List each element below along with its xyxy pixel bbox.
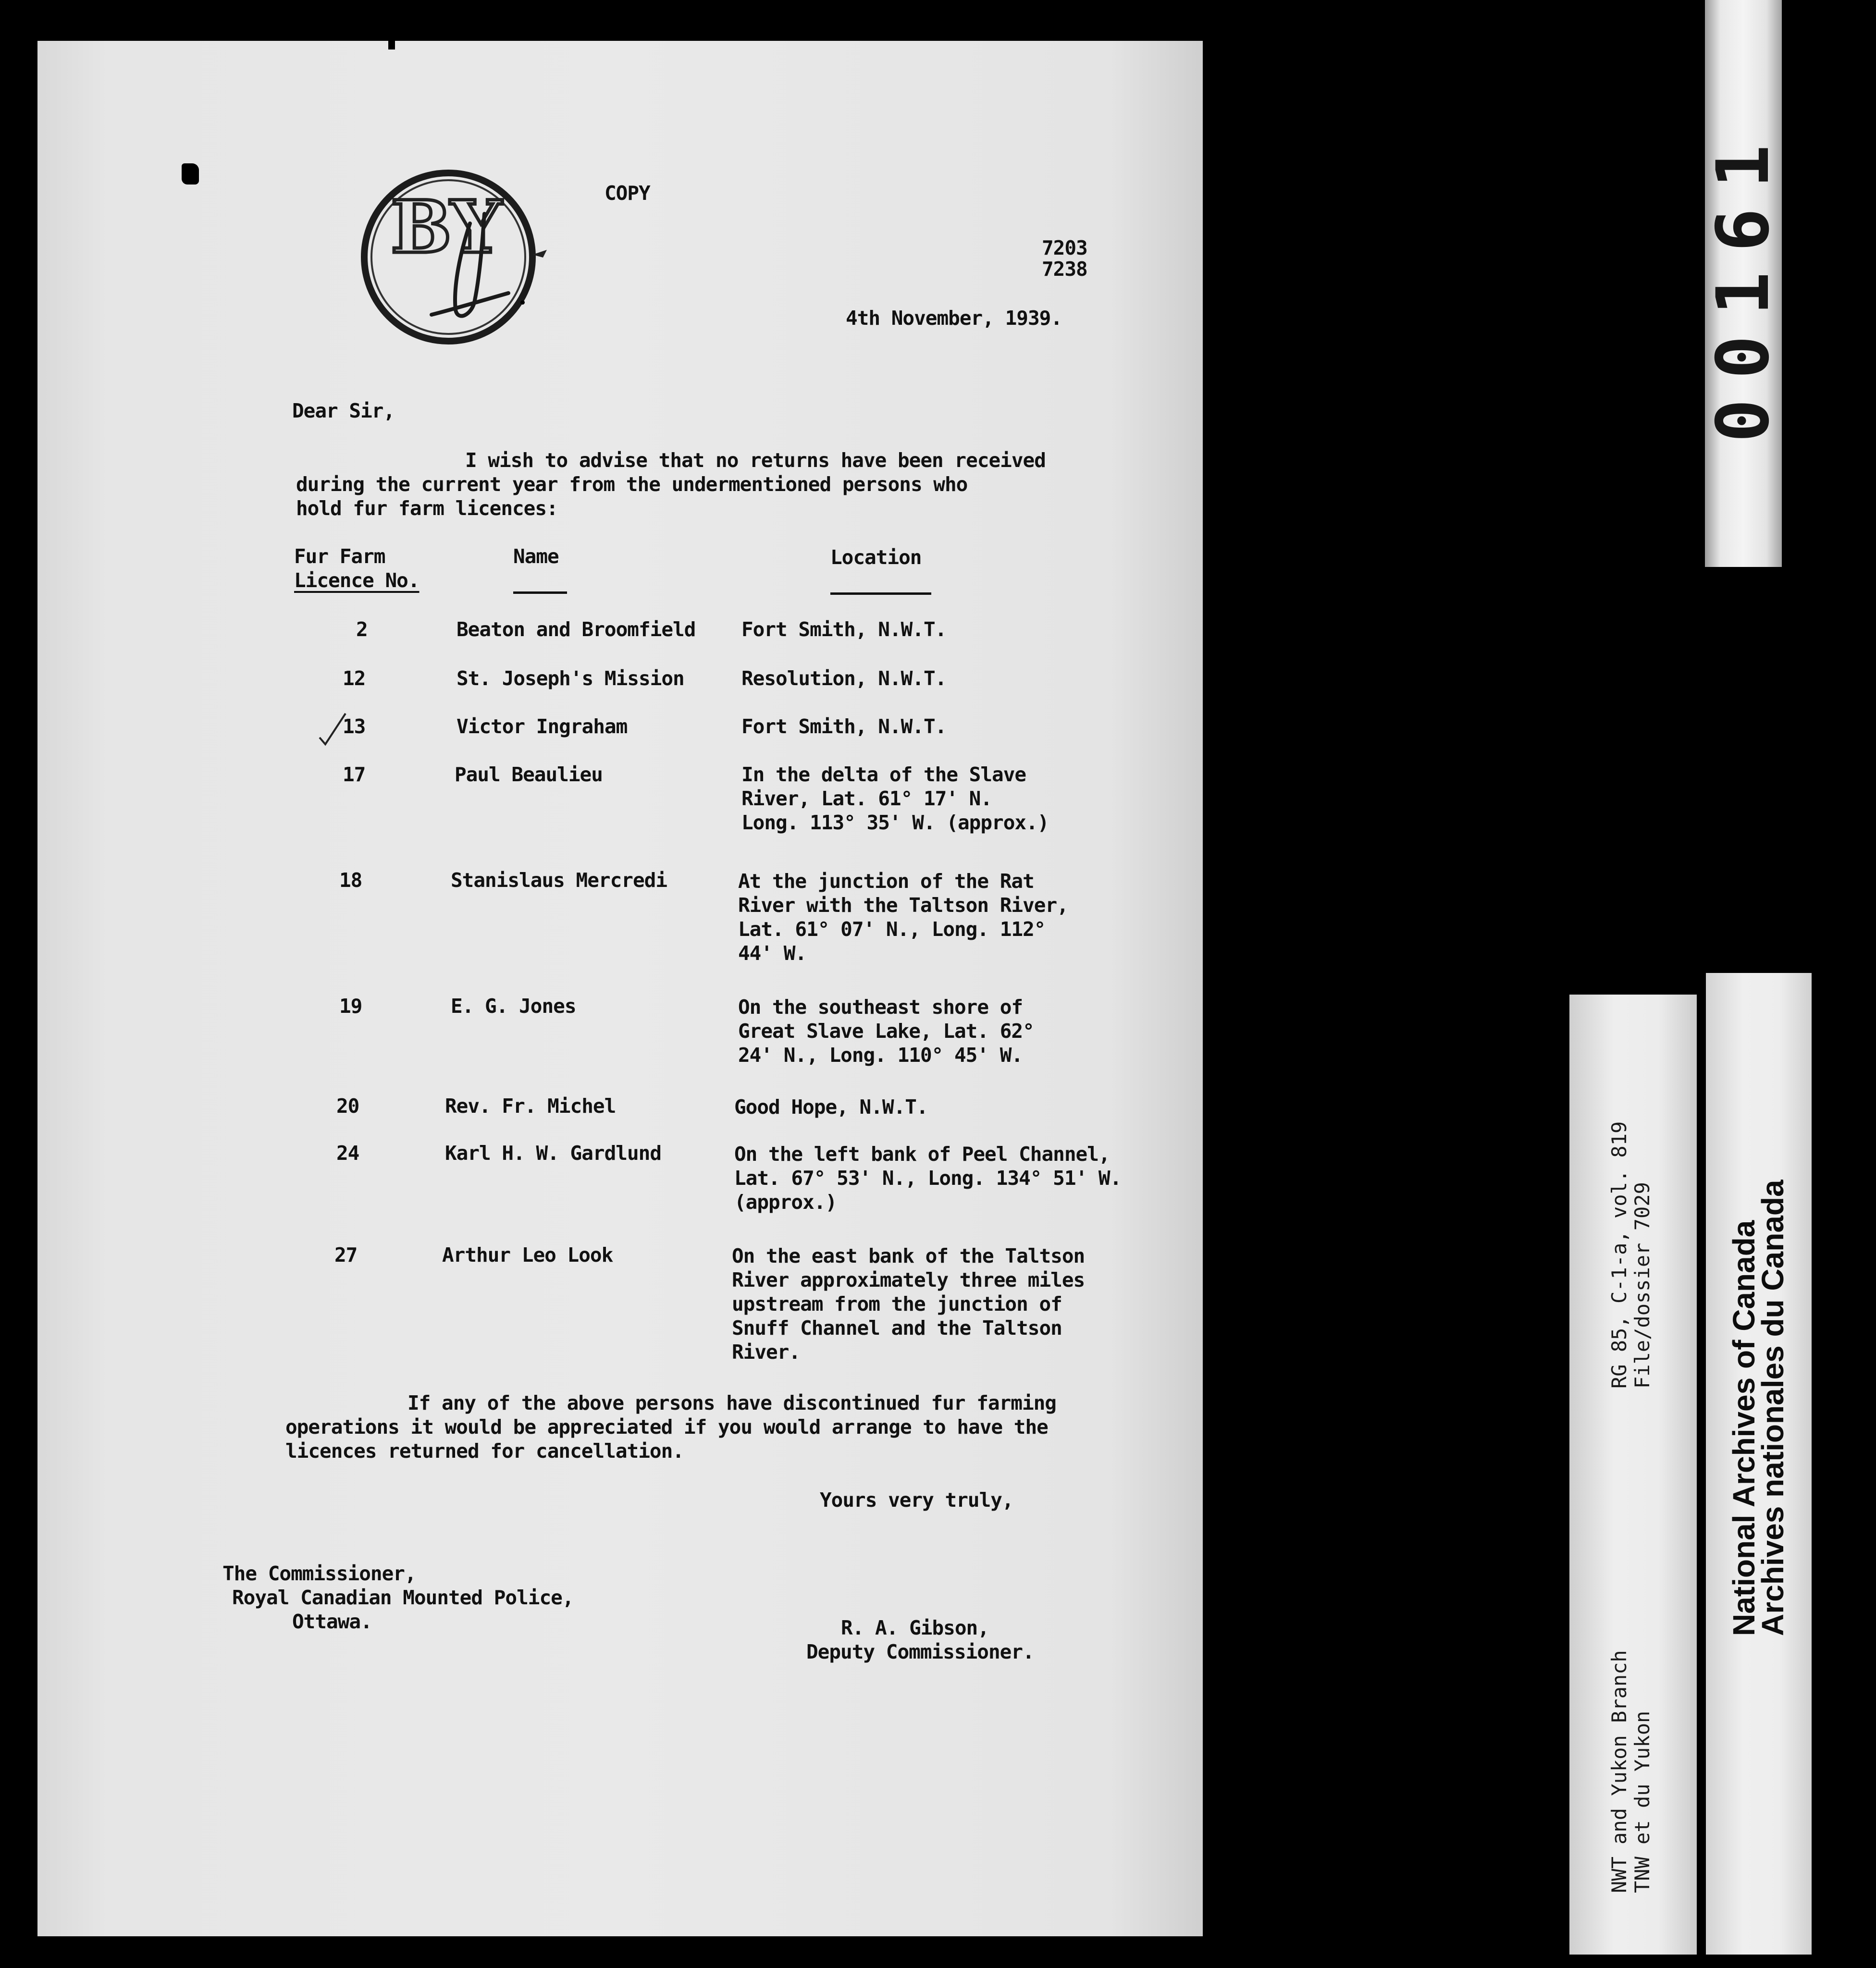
location-line: 24' N., Long. 110° 45' W. (738, 1044, 1023, 1067)
header-location: Location (830, 546, 922, 569)
signatory-title: Deputy Commissioner. (806, 1640, 1034, 1663)
addressee-line: The Commissioner, (222, 1562, 416, 1585)
licence-number: 2 (356, 618, 368, 641)
location-line: Snuff Channel and the Taltson (732, 1316, 1062, 1340)
letter-date: 4th November, 1939. (846, 307, 1062, 330)
location-line: On the east bank of the Taltson (732, 1244, 1085, 1267)
location-line: On the left bank of Peel Channel, (734, 1143, 1110, 1166)
licence-number: 13 (343, 715, 366, 738)
licensee-name: St. Joseph's Mission (457, 667, 684, 690)
location-line: Great Slave Lake, Lat. 62° (738, 1020, 1034, 1043)
branch-line: TNW et du Yukon (1630, 1710, 1654, 1893)
closing-line: If any of the above persons have discontinued fur farming (407, 1391, 1056, 1414)
licensee-name: Victor Ingraham (457, 715, 628, 738)
ink-blot (182, 163, 199, 184)
location-line: Fort Smith, N.W.T. (741, 618, 947, 641)
addressee-line: Royal Canadian Mounted Police, (232, 1586, 574, 1609)
header-licence: Licence No. (294, 569, 420, 592)
institution-line: Archives nationales du Canada (1755, 1180, 1790, 1636)
location-line: River, Lat. 61° 17' N. (741, 787, 992, 810)
licensee-name: Paul Beaulieu (455, 763, 603, 786)
stamp-letters: BY (391, 185, 502, 270)
location-line: Lat. 61° 07' N., Long. 112° (738, 918, 1046, 941)
file-ref: 7203 (1042, 236, 1087, 259)
ink-speck (520, 300, 525, 305)
location-line: 44' W. (738, 942, 807, 965)
addressee-line: Ottawa. (292, 1610, 372, 1633)
licensee-name: Karl H. W. Gardlund (445, 1142, 661, 1165)
location-line: Fort Smith, N.W.T. (741, 715, 947, 738)
ink-blot (388, 39, 395, 49)
file-ref: 7238 (1042, 258, 1087, 281)
copy-mark: COPY (605, 182, 650, 205)
location-line: River approximately three miles (732, 1268, 1085, 1292)
location-line: (approx.) (734, 1191, 837, 1214)
archive-reference-label (1569, 995, 1697, 1955)
archive-institution-label (1706, 973, 1812, 1955)
location-line: upstream from the junction of (732, 1292, 1062, 1316)
header-name-rule (513, 591, 567, 594)
licence-number: 24 (336, 1142, 359, 1165)
signatory-name: R. A. Gibson, (841, 1616, 989, 1639)
branch-line: NWT and Yukon Branch (1607, 1650, 1631, 1893)
header-location-rule (830, 592, 931, 595)
location-line: Resolution, N.W.T. (741, 667, 947, 690)
institution-line: National Archives of Canada (1727, 1220, 1761, 1636)
closing-line: licences returned for cancellation. (285, 1439, 684, 1463)
frame-number-strip (1702, 0, 1785, 567)
letter-page (37, 41, 1203, 1936)
location-line: On the southeast shore of (738, 996, 1023, 1019)
closing-line: operations it would be appreciated if you would arrange to have the (285, 1415, 1048, 1439)
reference-line: RG 85, C-1-a, vol. 819 (1607, 1121, 1631, 1389)
frame-number: 00161 (1702, 124, 1785, 443)
location-line: River with the Taltson River, (738, 894, 1068, 917)
location-line: Lat. 67° 53' N., Long. 134° 51' W. (734, 1167, 1122, 1190)
location-line: At the junction of the Rat (738, 870, 1034, 893)
licence-number: 19 (339, 995, 362, 1018)
licence-number: 12 (343, 667, 366, 690)
licensee-name: E. G. Jones (451, 995, 576, 1018)
intro-line: hold fur farm licences: (296, 497, 558, 520)
intro-line: I wish to advise that no returns have been received (465, 449, 1046, 472)
header-name: Name (513, 545, 559, 568)
licensee-name: Beaton and Broomfield (457, 618, 696, 641)
header-licence: Fur Farm (294, 545, 385, 568)
licence-number: 17 (343, 763, 366, 786)
location-line: Good Hope, N.W.T. (734, 1095, 928, 1119)
reference-line: File/dossier 7029 (1630, 1182, 1654, 1389)
intro-line: during the current year from the undermentioned persons who (296, 473, 968, 496)
licensee-name: Stanislaus Mercredi (451, 869, 667, 892)
licensee-name: Rev. Fr. Michel (445, 1095, 616, 1118)
valediction: Yours very truly, (820, 1488, 1013, 1512)
location-line: Long. 113° 35' W. (approx.) (741, 811, 1049, 834)
salutation: Dear Sir, (292, 399, 395, 422)
location-line: River. (732, 1341, 801, 1364)
licence-number: 27 (334, 1243, 358, 1267)
licence-number: 18 (339, 869, 362, 892)
location-line: In the delta of the Slave (741, 763, 1026, 786)
licensee-name: Arthur Leo Look (442, 1243, 613, 1267)
licence-number: 20 (336, 1095, 359, 1118)
received-stamp (350, 156, 556, 358)
